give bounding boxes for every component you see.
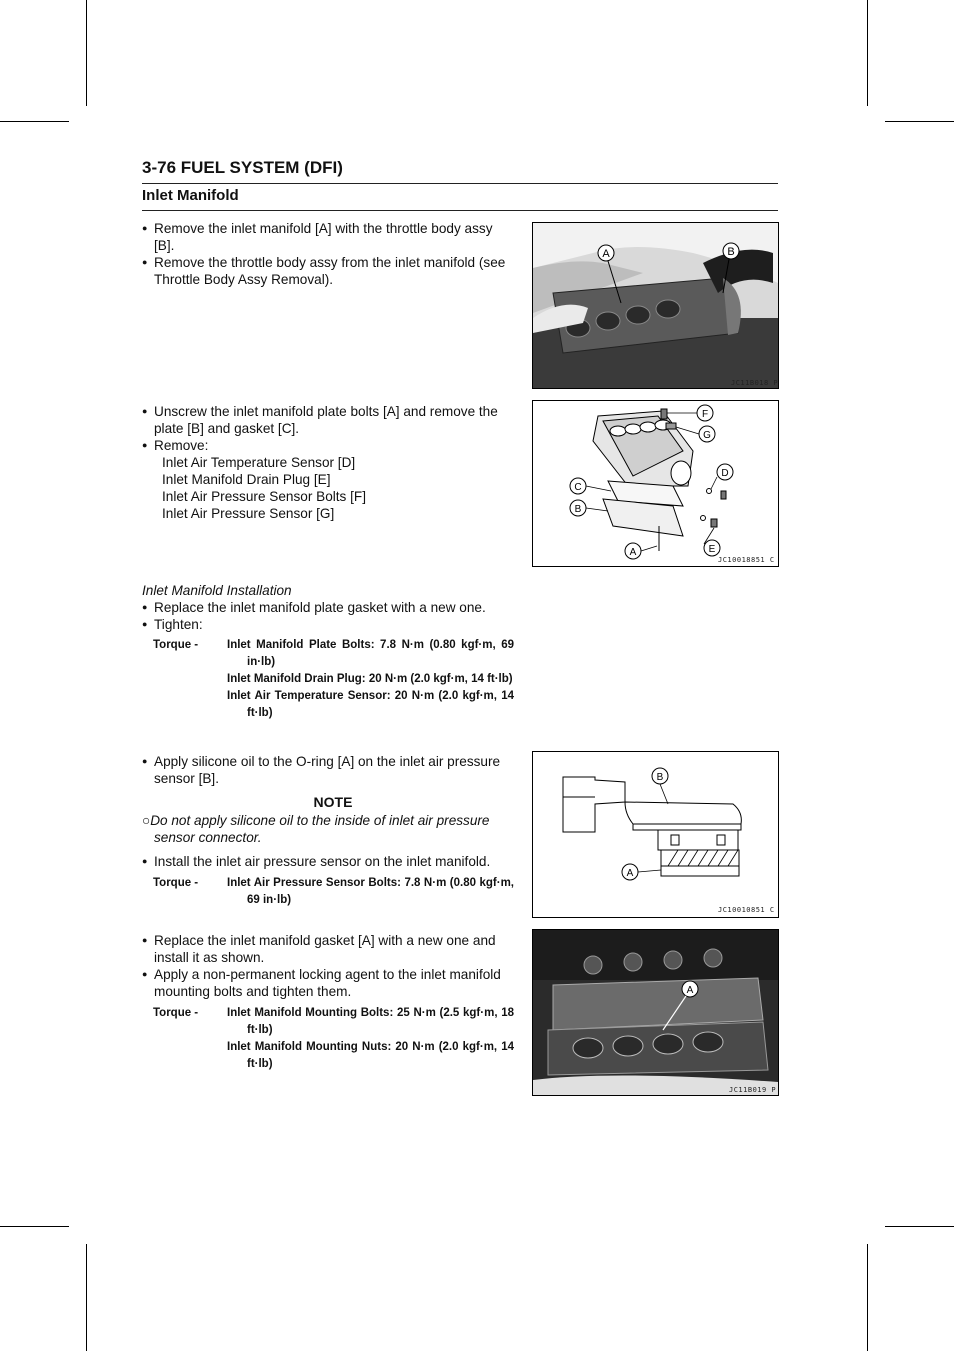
callout-label: A bbox=[626, 868, 634, 879]
bullet-item: ● Remove the throttle body assy from the inlet manifold (see Throttle Body Assy Removal). bbox=[142, 254, 514, 288]
block2-text bbox=[142, 403, 514, 522]
crop-mark bbox=[86, 1244, 87, 1351]
figure-code: JC10018851 C bbox=[718, 556, 775, 564]
note-body: Do not apply silicone oil to the inside of inlet air pressure sensor connector. bbox=[150, 813, 490, 845]
list-item: Inlet Air Temperature Sensor [D] bbox=[162, 455, 356, 470]
callout-label: C bbox=[574, 482, 582, 493]
crop-mark bbox=[86, 0, 87, 106]
installation-heading: Inlet Manifold Installation bbox=[142, 583, 292, 598]
bullet-item: ● Replace the inlet manifold gasket [A] with a new one and install it as shown. bbox=[142, 932, 514, 966]
torque-spec bbox=[153, 875, 514, 909]
callout-label: A bbox=[602, 248, 610, 260]
torque-label: Torque - bbox=[153, 639, 199, 651]
section-rule bbox=[142, 210, 778, 211]
callout-label: B bbox=[727, 246, 735, 258]
page-title: 3-76 FUEL SYSTEM (DFI) bbox=[142, 158, 343, 177]
list-item: Inlet Air Pressure Sensor [G] bbox=[162, 506, 335, 521]
note-marker: ○ bbox=[142, 813, 151, 828]
note-title: NOTE bbox=[313, 794, 353, 810]
torque-spec bbox=[153, 1005, 514, 1073]
callout-label: A bbox=[686, 985, 694, 996]
callout-label: E bbox=[708, 544, 716, 555]
header-rule bbox=[142, 183, 778, 184]
crop-mark bbox=[885, 121, 954, 122]
callout-label: G bbox=[703, 430, 711, 441]
block4-text bbox=[142, 932, 514, 1000]
block3-text bbox=[142, 753, 514, 787]
block1-text bbox=[142, 220, 514, 288]
bullet-item: ● Apply silicone oil to the O-ring [A] on the inlet air pressure sensor [B]. bbox=[142, 753, 514, 787]
callout-label: D bbox=[721, 468, 729, 479]
crop-mark bbox=[885, 1226, 954, 1227]
callout-label: F bbox=[701, 409, 709, 420]
bullet-item: ● Replace the inlet manifold plate gasket with a new one. bbox=[142, 599, 514, 616]
torque-value: Inlet Air Pressure Sensor Bolts: 7.8 N·m (0.80 kgf·m, 69 in·lb) bbox=[227, 877, 514, 906]
crop-mark bbox=[867, 0, 868, 106]
figure-code: JC11B018 P bbox=[731, 379, 778, 387]
torque-value: Inlet Manifold Mounting Bolts: 25 N·m (2.5 kgf·m, 18 ft·lb) bbox=[227, 1007, 514, 1036]
torque-value: Inlet Manifold Drain Plug: 20 N·m (2.0 kgf·m, 14 ft·lb) bbox=[227, 673, 513, 685]
callout-label: B bbox=[656, 772, 664, 783]
torque-value: Inlet Air Temperature Sensor: 20 N·m (2.0 kgf·m, 14 ft·lb) bbox=[227, 690, 514, 719]
crop-mark bbox=[0, 121, 69, 122]
crop-mark bbox=[0, 1226, 69, 1227]
figure-manifold-installed bbox=[532, 929, 779, 1096]
figure-code: JC11B019 P bbox=[729, 1086, 777, 1094]
bullet-item: ● Apply a non-permanent locking agent to the inlet manifold mounting bolts and tighten them. bbox=[142, 966, 514, 1000]
list-item: Inlet Air Pressure Sensor Bolts [F] bbox=[162, 489, 366, 504]
callout-label: B bbox=[574, 504, 582, 515]
torque-value: Inlet Manifold Plate Bolts: 7.8 N·m (0.80 kgf·m, 69 in·lb) bbox=[227, 639, 514, 668]
block3-text-2 bbox=[142, 853, 514, 870]
torque-label: Torque - bbox=[153, 877, 199, 889]
torque-label: Torque - bbox=[153, 1007, 199, 1019]
torque-spec bbox=[153, 637, 514, 722]
figure-pressure-sensor bbox=[532, 751, 779, 918]
note-text bbox=[142, 812, 514, 846]
crop-mark bbox=[867, 1244, 868, 1351]
callout-label: A bbox=[629, 547, 637, 558]
bullet-item: ● Remove the inlet manifold [A] with the throttle body assy [B]. bbox=[142, 220, 514, 254]
bullet-item: ● Install the inlet air pressure sensor on the inlet manifold. bbox=[142, 853, 514, 870]
bullet-item: ● Remove: bbox=[142, 437, 514, 454]
figure-manifold-removal bbox=[532, 222, 779, 389]
section-title: Inlet Manifold bbox=[142, 187, 239, 204]
bullet-item: ● Tighten: bbox=[142, 616, 514, 633]
list-item: Inlet Manifold Drain Plug [E] bbox=[162, 472, 331, 487]
figure-code: JC10010851 C bbox=[718, 906, 775, 914]
bullet-item: ● Unscrew the inlet manifold plate bolts [A] and remove the plate [B] and gasket [C]. bbox=[142, 403, 514, 437]
torque-value: Inlet Manifold Mounting Nuts: 20 N·m (2.0 kgf·m, 14 ft·lb) bbox=[227, 1041, 514, 1070]
installation-text bbox=[142, 599, 514, 633]
figure-exploded-manifold bbox=[532, 400, 779, 567]
